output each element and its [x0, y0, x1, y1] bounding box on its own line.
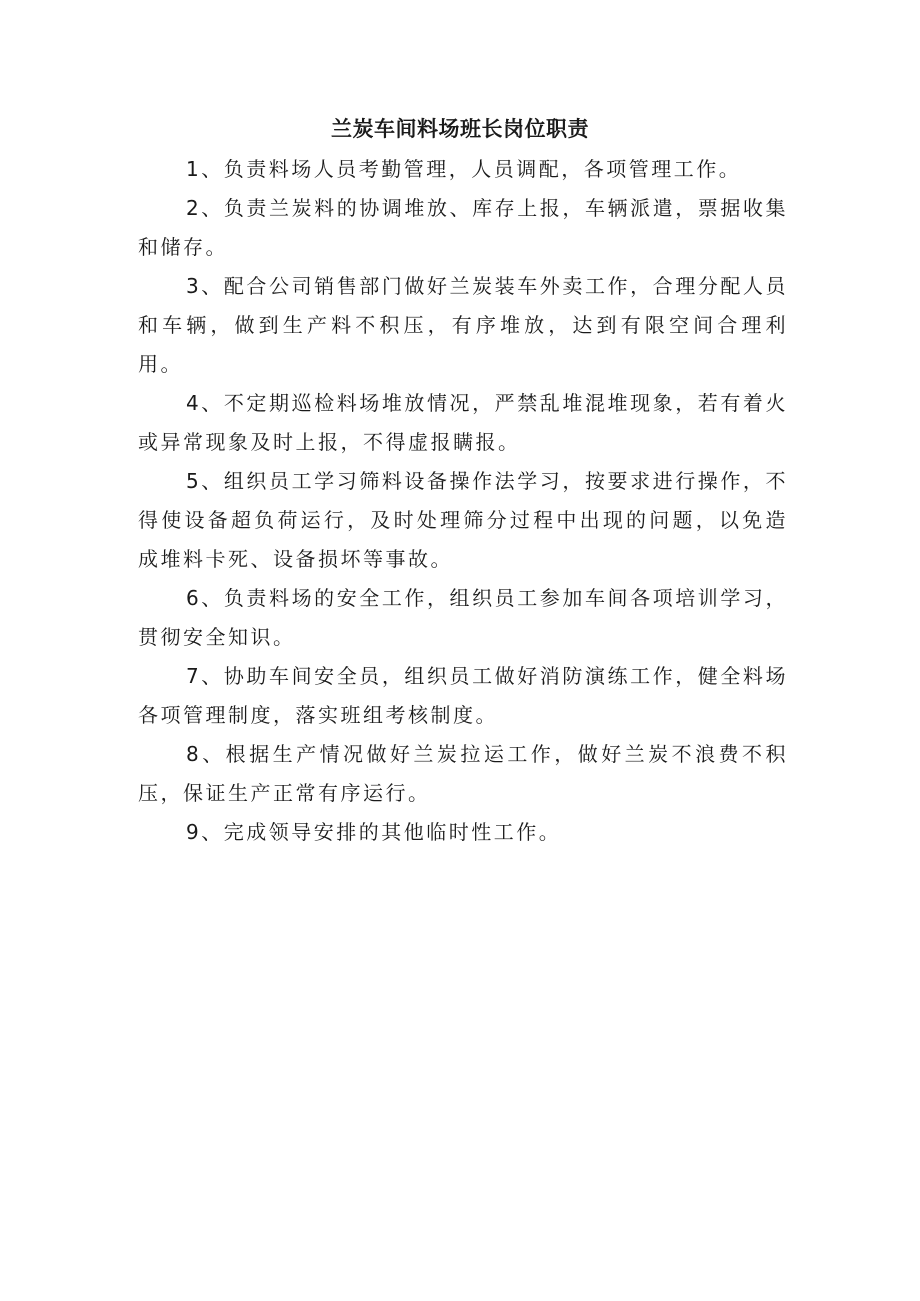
duty-list [138, 150, 788, 852]
duty-item-7: 7、协助车间安全员，组织员工做好消防演练工作，健全料场各项管理制度，落实班组考核制度。 [138, 664, 788, 727]
duty-item-4: 4、不定期巡检料场堆放情况，严禁乱堆混堆现象，若有着火或异常现象及时上报，不得虚报瞒报。 [138, 391, 788, 454]
duty-item-8: 8、根据生产情况做好兰炭拉运工作，做好兰炭不浪费不积压，保证生产正常有序运行。 [138, 742, 788, 805]
duty-item-1: 1、负责料场人员考勤管理，人员调配，各项管理工作。 [186, 157, 742, 181]
document-title: 兰炭车间料场班长岗位职责 [331, 117, 589, 141]
duty-item-3: 3、配合公司销售部门做好兰炭装车外卖工作，合理分配人员和车辆，做到生产料不积压，有序堆放，达到有限空间合理利用。 [138, 274, 788, 376]
duty-item-6: 6、负责料场的安全工作，组织员工参加车间各项培训学习，贯彻安全知识。 [138, 586, 788, 649]
duty-item-9: 9、完成领导安排的其他临时性工作。 [186, 820, 562, 844]
duty-item-2: 2、负责兰炭料的协调堆放、库存上报，车辆派遣，票据收集和储存。 [138, 196, 788, 259]
duty-item-5: 5、组织员工学习筛料设备操作法学习，按要求进行操作，不得使设备超负荷运行，及时处理筛分过程中出现的问题，以免造成堆料卡死、设备损坏等事故。 [138, 469, 788, 571]
